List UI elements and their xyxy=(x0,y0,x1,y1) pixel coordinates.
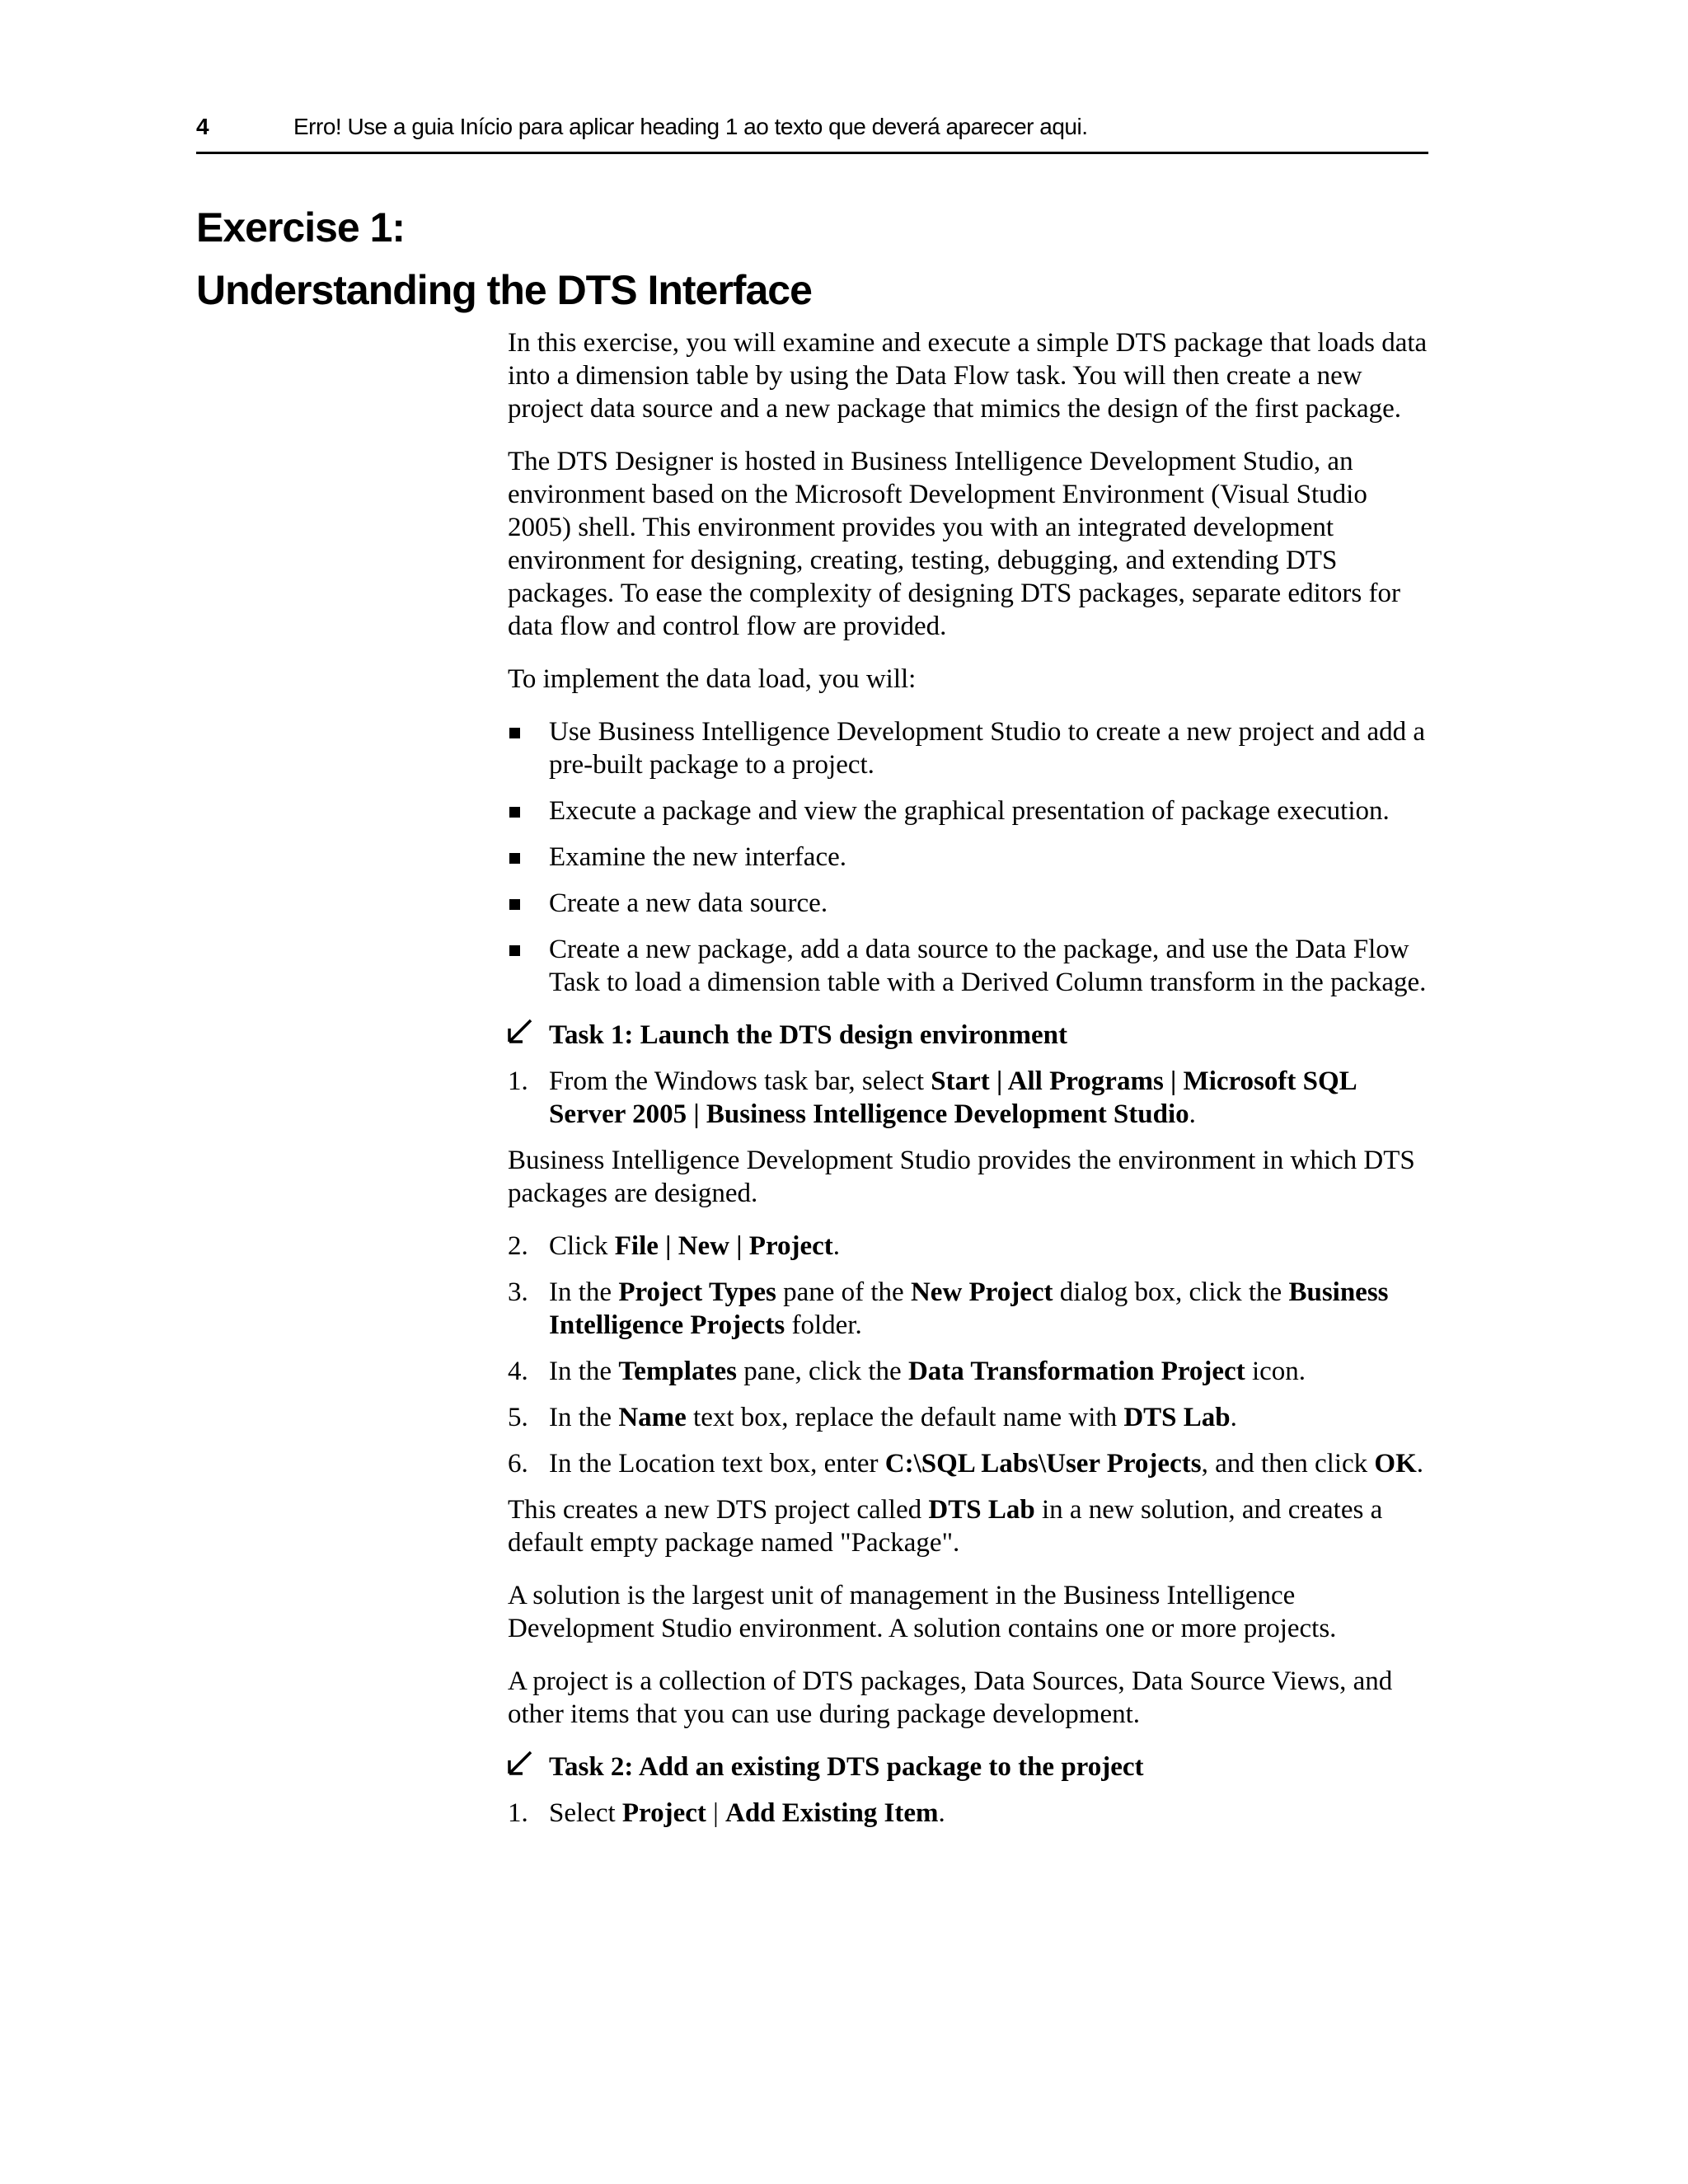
list-item-text: Execute a package and view the graphical presentation of package execution. xyxy=(549,796,1390,826)
list-item-text: Examine the new interface. xyxy=(549,842,846,872)
task1-note-2 xyxy=(508,1493,1431,1559)
task2-heading xyxy=(508,1750,1431,1783)
step-4 xyxy=(508,1355,1431,1388)
step-bold-text: Data Transformation Project xyxy=(907,1357,1245,1386)
step-text: . xyxy=(1230,1403,1237,1432)
square-bullet-icon xyxy=(509,945,520,956)
list-item xyxy=(508,887,1431,920)
step-text: pane of the xyxy=(776,1277,911,1307)
step-number: 4. xyxy=(508,1357,528,1386)
step-bold-text: Business Intelligence Projects xyxy=(549,1277,1389,1340)
step-text: . xyxy=(832,1231,841,1261)
task1-steps-b xyxy=(508,1230,1431,1480)
implement-intro: To implement the data load, you will: xyxy=(508,664,917,694)
list-item xyxy=(508,715,1431,781)
step-bold-text: C:\SQL Labs\User Projects xyxy=(884,1449,1202,1479)
step-bold-text: File xyxy=(614,1231,659,1261)
list-item-text: Use Business Intelligence Development Studio to create a new project and add a pre-built package to a project. xyxy=(549,717,1425,780)
step-bold-text: Project xyxy=(621,1798,706,1828)
step-text: dialog box, click the xyxy=(1053,1277,1289,1307)
step-3 xyxy=(508,1276,1431,1342)
step-bold-text: Templates xyxy=(618,1357,737,1386)
task-arrow-icon xyxy=(506,1015,537,1047)
step-text: . xyxy=(938,1798,945,1828)
step-text: pane, click the xyxy=(736,1357,908,1386)
step-bold-text: Project Types xyxy=(618,1277,776,1307)
exercise-title-line2: Understanding the DTS Interface xyxy=(196,267,812,313)
step-text: . xyxy=(1416,1449,1423,1479)
step-number: 6. xyxy=(508,1449,528,1479)
note-bold-text: DTS Lab xyxy=(928,1495,1035,1525)
exercise-title xyxy=(196,196,812,321)
objectives-list xyxy=(508,715,1431,999)
square-bullet-icon xyxy=(509,728,520,738)
step-number: 1. xyxy=(508,1798,528,1828)
page-number: 4 xyxy=(196,114,209,139)
step-number: 2. xyxy=(508,1231,528,1261)
step-number: 1. xyxy=(508,1066,528,1096)
step-6 xyxy=(508,1447,1431,1480)
step-bold-text: Name xyxy=(618,1403,687,1432)
task1-heading xyxy=(508,1019,1431,1052)
step-text: In the xyxy=(549,1403,619,1432)
step-bold-text: Add Existing Item xyxy=(724,1798,939,1828)
square-bullet-icon xyxy=(509,899,520,910)
step-text: From the Windows task bar, select xyxy=(549,1066,931,1096)
note-text: in a new solution, and creates a default empty package named "Package". xyxy=(508,1495,1383,1558)
list-item xyxy=(508,794,1431,827)
step-text: folder. xyxy=(785,1310,862,1340)
task1-steps-a xyxy=(508,1065,1431,1131)
task1-note-3: A solution is the largest unit of management in the Business Intelligence Development Studio environment. A solution contains one or more projects. xyxy=(508,1581,1337,1643)
step-bold-text: Project xyxy=(748,1231,833,1261)
task2-steps xyxy=(508,1797,1431,1830)
step-text: | xyxy=(706,1798,725,1828)
step-bold-text: Start | All Programs | Microsoft SQL Server 2005 | Business Intelligence Development Studio xyxy=(549,1066,1356,1129)
step-text: . xyxy=(1189,1099,1196,1129)
exercise-title-line1: Exercise 1: xyxy=(196,204,406,251)
page-header xyxy=(196,112,1428,154)
step-1 xyxy=(508,1065,1431,1131)
main-content xyxy=(508,326,1431,1843)
intro-paragraph: In this exercise, you will examine and execute a simple DTS package that loads data into a dimension table by using the Data Flow task. You will then create a new project data source and a new package that mimics the design of the first package. xyxy=(508,328,1428,424)
square-bullet-icon xyxy=(509,807,520,818)
step-text: text box, replace the default name with xyxy=(686,1403,1124,1432)
step-1 xyxy=(508,1797,1431,1830)
list-item xyxy=(508,933,1431,999)
task-arrow-icon xyxy=(506,1747,537,1779)
running-header-text: Erro! Use a guia Início para aplicar heading 1 ao texto que deverá aparecer aqui. xyxy=(293,114,1088,139)
step-text: icon. xyxy=(1245,1357,1306,1386)
task1-note-1: Business Intelligence Development Studio provides the environment in which DTS packages are designed. xyxy=(508,1146,1415,1208)
step-2 xyxy=(508,1230,1431,1263)
step-bold-text: | xyxy=(658,1231,678,1261)
list-item xyxy=(508,841,1431,874)
step-number: 3. xyxy=(508,1277,528,1307)
step-text: Click xyxy=(549,1231,615,1261)
designer-paragraph: The DTS Designer is hosted in Business Intelligence Development Studio, an environment based on the Microsoft Development Environment (Visual Studio 2005) shell. This environment provides you with an integrated development environment for designing, creating, testing, debugging, and extending DTS packages. To ease the complexity of designing DTS packages, separate editors for data flow and control flow are provided. xyxy=(508,447,1400,641)
step-5 xyxy=(508,1401,1431,1434)
list-item-text: Create a new data source. xyxy=(549,888,828,918)
note-text: This creates a new DTS project called xyxy=(508,1495,929,1525)
task1-title: Task 1: Launch the DTS design environment xyxy=(549,1020,1067,1050)
step-bold-text: New xyxy=(678,1231,729,1261)
step-text: In the xyxy=(549,1357,619,1386)
list-item-text: Create a new package, add a data source to the package, and use the Data Flow Task to load a dimension table with a Derived Column transform in the package. xyxy=(549,935,1427,997)
square-bullet-icon xyxy=(509,853,520,864)
step-number: 5. xyxy=(508,1403,528,1432)
step-bold-text: | xyxy=(729,1231,749,1261)
step-text: In the xyxy=(549,1277,619,1307)
task1-note-4: A project is a collection of DTS packages, Data Sources, Data Source Views, and other items that you can use during package development. xyxy=(508,1666,1393,1729)
step-bold-text: DTS Lab xyxy=(1123,1403,1231,1432)
step-text: Select xyxy=(549,1798,622,1828)
step-bold-text: OK xyxy=(1374,1449,1417,1479)
step-bold-text: New Project xyxy=(910,1277,1053,1307)
step-text: In the Location text box, enter xyxy=(549,1449,885,1479)
step-text: , and then click xyxy=(1201,1449,1375,1479)
task2-title: Task 2: Add an existing DTS package to the project xyxy=(549,1752,1144,1782)
